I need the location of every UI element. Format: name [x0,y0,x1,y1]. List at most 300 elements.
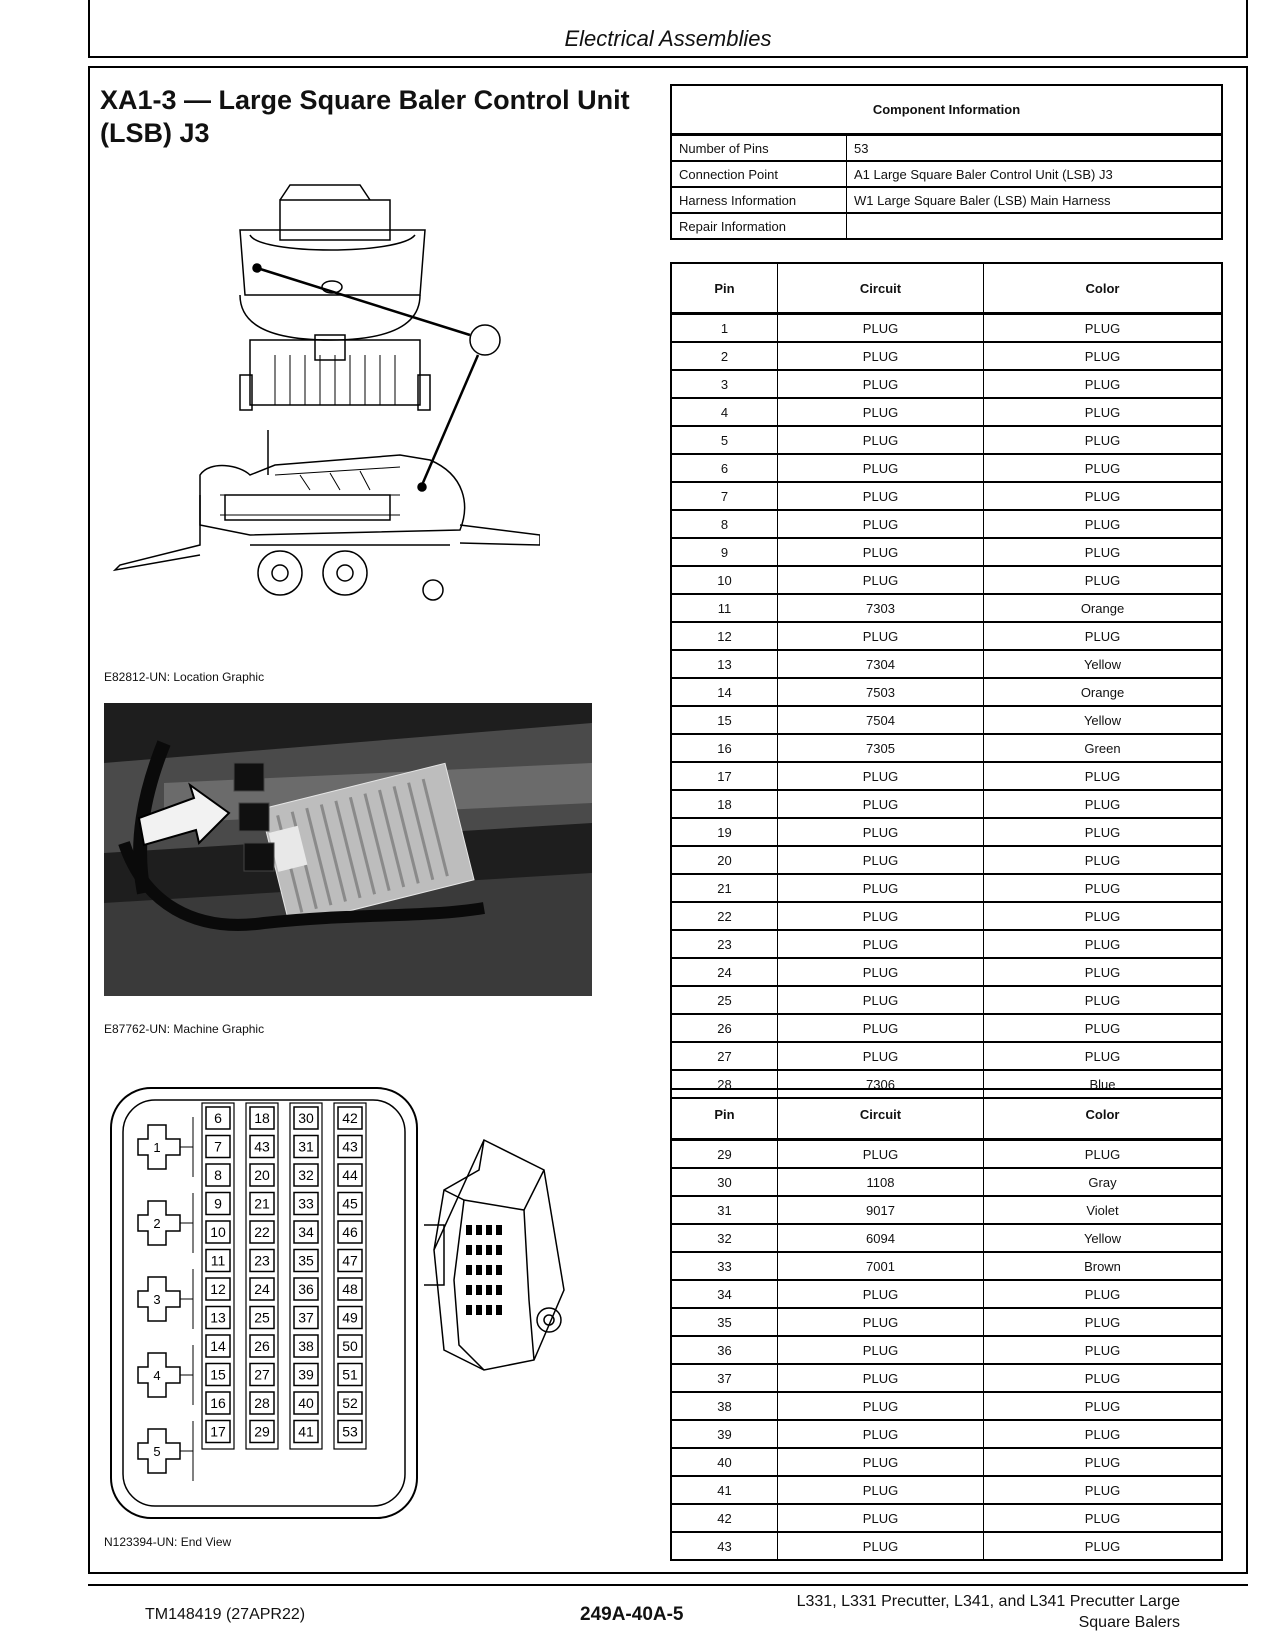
color-cell: Blue [984,1070,1223,1098]
pin-cavity [338,1164,362,1186]
pin-cavity [294,1307,318,1329]
pin-cavity [206,1107,230,1129]
pin-cell: 34 [671,1280,778,1308]
svg-text:18: 18 [254,1110,270,1126]
svg-text:6: 6 [214,1110,222,1126]
table-row [671,650,1222,678]
pin-cavity [250,1335,274,1357]
cavity-key-4 [138,1345,193,1405]
circuit-cell: PLUG [778,1140,984,1169]
pin-cavity [338,1335,362,1357]
color-cell: PLUG [984,482,1223,510]
circuit-cell: PLUG [778,1308,984,1336]
svg-text:33: 33 [298,1195,314,1212]
color-cell: Gray [984,1168,1223,1196]
pin-cavity [250,1193,274,1215]
color-cell: Green [984,734,1223,762]
pin-cavity [294,1193,318,1215]
color-cell: PLUG [984,1532,1223,1560]
table-row [671,1364,1222,1392]
machine-photo [104,703,592,996]
pin-cavity [250,1421,274,1443]
svg-text:47: 47 [342,1252,358,1269]
pin-cell: 10 [671,566,778,594]
svg-text:29: 29 [254,1423,270,1440]
circuit-cell: 1108 [778,1168,984,1196]
circuit-cell: 7504 [778,706,984,734]
pin-cell: 22 [671,902,778,930]
pin-cell: 41 [671,1476,778,1504]
color-cell: Violet [984,1196,1223,1224]
circuit-cell: PLUG [778,874,984,902]
table-row [671,1308,1222,1336]
table-row [671,818,1222,846]
svg-text:38: 38 [298,1338,314,1354]
pin-cavity [206,1335,230,1357]
cavity-key-1 [138,1117,193,1177]
table-row [671,213,1222,239]
pin-cavity [250,1392,274,1414]
circuit-cell: PLUG [778,762,984,790]
color-cell: PLUG [984,762,1223,790]
connector-end-view [108,1085,420,1521]
svg-text:14: 14 [210,1338,226,1354]
svg-text:43: 43 [254,1138,270,1155]
color-cell: Orange [984,594,1223,622]
pin-cavity [338,1421,362,1443]
circuit-cell: PLUG [778,846,984,874]
table-row [671,1014,1222,1042]
table-row [671,1280,1222,1308]
info-value: A1 Large Square Baler Control Unit (LSB) J3 [847,161,1223,187]
color-column-header: Color [984,1089,1223,1140]
color-cell: PLUG [984,314,1223,343]
color-cell: PLUG [984,566,1223,594]
circuit-cell: 7001 [778,1252,984,1280]
circuit-cell: PLUG [778,398,984,426]
pin-cell: 24 [671,958,778,986]
table-row [671,1224,1222,1252]
svg-text:39: 39 [298,1366,314,1383]
pin-cavity [250,1221,274,1243]
color-cell: PLUG [984,538,1223,566]
pin-cell: 8 [671,510,778,538]
pin-cavity [294,1107,318,1129]
pin-cavity [338,1250,362,1272]
connector-3d-view [424,1130,599,1380]
svg-text:49: 49 [342,1309,358,1326]
pin-cavity [338,1221,362,1243]
pin-cavity [338,1107,362,1129]
color-cell: PLUG [984,818,1223,846]
pin-cell: 19 [671,818,778,846]
pin-cell: 17 [671,762,778,790]
pin-cavity [338,1307,362,1329]
color-cell: Orange [984,678,1223,706]
svg-text:40: 40 [298,1395,314,1411]
color-cell: PLUG [984,986,1223,1014]
svg-text:9: 9 [214,1195,222,1212]
circuit-cell: PLUG [778,342,984,370]
table-row [671,398,1222,426]
circuit-cell: PLUG [778,510,984,538]
pin-cell: 25 [671,986,778,1014]
circuit-cell: PLUG [778,482,984,510]
machine-graphic-caption: E87762-UN: Machine Graphic [104,1022,265,1036]
table-row [671,135,1222,162]
pin-cell: 37 [671,1364,778,1392]
pin-cavity [338,1392,362,1414]
circuit-cell: PLUG [778,1042,984,1070]
pin-cavity [250,1250,274,1272]
svg-text:26: 26 [254,1338,270,1354]
pin-cell: 5 [671,426,778,454]
circuit-cell: PLUG [778,314,984,343]
svg-text:37: 37 [298,1309,314,1326]
pin-cavity [250,1278,274,1300]
table-row [671,1252,1222,1280]
svg-text:44: 44 [342,1167,358,1183]
pin-cell: 33 [671,1252,778,1280]
color-cell: PLUG [984,426,1223,454]
pin-cavity [206,1250,230,1272]
table-row [671,566,1222,594]
pin-cell: 43 [671,1532,778,1560]
svg-text:52: 52 [342,1395,358,1411]
circuit-cell: PLUG [778,1364,984,1392]
color-cell: PLUG [984,1504,1223,1532]
circuit-cell: 7503 [778,678,984,706]
table-row [671,314,1222,343]
pin-cell: 18 [671,790,778,818]
color-cell: PLUG [984,398,1223,426]
pin-cell: 28 [671,1070,778,1098]
pin-cell: 26 [671,1014,778,1042]
table-row [671,370,1222,398]
svg-text:35: 35 [298,1252,314,1269]
pin-cavity [338,1193,362,1215]
pin-cell: 20 [671,846,778,874]
circuit-cell: 9017 [778,1196,984,1224]
info-key: Number of Pins [671,135,847,162]
pin-cell: 9 [671,538,778,566]
pin-cell: 29 [671,1140,778,1169]
pin-cavity [338,1278,362,1300]
section-title: XA1-3 — Large Square Baler Control Unit (LSB) J3 [100,85,630,148]
table-row [671,846,1222,874]
circuit-cell: 7304 [778,650,984,678]
color-cell: Brown [984,1252,1223,1280]
table-row [671,986,1222,1014]
circuit-cell: PLUG [778,426,984,454]
color-cell: PLUG [984,1014,1223,1042]
pin-cell: 1 [671,314,778,343]
color-cell: Yellow [984,650,1223,678]
circuit-cell: PLUG [778,1532,984,1560]
circuit-cell: PLUG [778,454,984,482]
pin-cavity [338,1364,362,1386]
pin-cell: 35 [671,1308,778,1336]
pin-cavity [250,1364,274,1386]
table-row [671,1336,1222,1364]
svg-text:10: 10 [210,1224,226,1240]
pin-cavity [294,1136,318,1158]
svg-text:27: 27 [254,1366,270,1383]
svg-text:8: 8 [214,1167,222,1183]
pin-column-header: Pin [671,1089,778,1140]
color-cell: PLUG [984,846,1223,874]
pin-cavity [206,1278,230,1300]
pin-cell: 12 [671,622,778,650]
table-row [671,706,1222,734]
info-value: 53 [847,135,1223,162]
pin-cavity [206,1136,230,1158]
color-cell: PLUG [984,342,1223,370]
svg-text:31: 31 [298,1138,314,1155]
info-value [847,213,1223,239]
svg-text:1: 1 [153,1140,161,1155]
circuit-cell: PLUG [778,1504,984,1532]
svg-text:51: 51 [342,1366,358,1383]
pin-cell: 11 [671,594,778,622]
table-row [671,538,1222,566]
color-cell: PLUG [984,1336,1223,1364]
color-cell: PLUG [984,958,1223,986]
pin-cavity [250,1136,274,1158]
cavity-key-3 [138,1269,193,1329]
color-cell: PLUG [984,370,1223,398]
svg-text:36: 36 [298,1281,314,1297]
pin-cavity [206,1221,230,1243]
pin-cavity [294,1364,318,1386]
pin-cavity [294,1164,318,1186]
pin-cell: 38 [671,1392,778,1420]
color-cell: PLUG [984,902,1223,930]
pin-cell: 42 [671,1504,778,1532]
document-id: TM148419 (27APR22) [145,1606,306,1623]
svg-text:17: 17 [210,1423,226,1440]
pin-cavity [294,1421,318,1443]
svg-text:50: 50 [342,1338,358,1354]
product-line-2: Square Balers [1078,1614,1180,1631]
component-info-table [670,84,1223,240]
circuit-column-header: Circuit [778,1089,984,1140]
pin-cell: 31 [671,1196,778,1224]
product-line-1: L331, L331 Precutter, L341, and L341 Precutter Large [796,1593,1180,1610]
table-row [671,958,1222,986]
pin-cavity [206,1307,230,1329]
pin-cell: 36 [671,1336,778,1364]
color-cell: PLUG [984,874,1223,902]
footer-rule [88,1584,1248,1586]
color-cell: PLUG [984,1042,1223,1070]
pin-cavity [294,1250,318,1272]
pin-cavity [206,1392,230,1414]
circuit-cell: PLUG [778,790,984,818]
svg-text:24: 24 [254,1281,270,1297]
circuit-cell: PLUG [778,1448,984,1476]
component-info-heading: Component Information [671,85,1222,135]
circuit-cell: PLUG [778,1280,984,1308]
svg-text:5: 5 [153,1444,161,1459]
table-row [671,930,1222,958]
svg-text:30: 30 [298,1110,314,1126]
svg-text:28: 28 [254,1395,270,1411]
color-column-header: Color [984,263,1223,314]
pin-cavity [294,1278,318,1300]
svg-text:42: 42 [342,1110,358,1126]
page-number: 249A-40A-5 [580,1604,684,1625]
svg-text:11: 11 [210,1252,226,1269]
svg-text:32: 32 [298,1167,314,1183]
table-row [671,1168,1222,1196]
color-cell: PLUG [984,1140,1223,1169]
color-cell: PLUG [984,930,1223,958]
table-row [671,678,1222,706]
table-row [671,1532,1222,1560]
pin-cavity [206,1421,230,1443]
circuit-cell: 6094 [778,1224,984,1252]
svg-text:48: 48 [342,1281,358,1297]
pin-cell: 21 [671,874,778,902]
table-row [671,1448,1222,1476]
pin-cell: 14 [671,678,778,706]
pin-cell: 13 [671,650,778,678]
pin-cavity [294,1221,318,1243]
color-cell: PLUG [984,1364,1223,1392]
table-row [671,187,1222,213]
circuit-cell: PLUG [778,818,984,846]
circuit-cell: PLUG [778,902,984,930]
svg-text:13: 13 [210,1309,226,1326]
product-name [770,1591,1180,1633]
circuit-cell: PLUG [778,1420,984,1448]
color-cell: PLUG [984,1448,1223,1476]
circuit-cell: 7306 [778,1070,984,1098]
color-cell: PLUG [984,1476,1223,1504]
circuit-cell: PLUG [778,1392,984,1420]
pin-cavity [338,1136,362,1158]
svg-text:4: 4 [153,1368,161,1383]
info-key: Connection Point [671,161,847,187]
location-graphic [100,175,540,645]
pin-cell: 27 [671,1042,778,1070]
svg-text:16: 16 [210,1395,226,1411]
svg-text:20: 20 [254,1167,270,1183]
info-value: W1 Large Square Baler (LSB) Main Harness [847,187,1223,213]
svg-text:15: 15 [210,1366,226,1383]
page-header-title: Electrical Assemblies [564,26,772,51]
circuit-cell: PLUG [778,1014,984,1042]
svg-text:46: 46 [342,1224,358,1240]
table-row [671,454,1222,482]
circuit-cell: PLUG [778,986,984,1014]
color-cell: PLUG [984,1280,1223,1308]
table-row [671,426,1222,454]
svg-text:45: 45 [342,1195,358,1212]
table-row [671,1140,1222,1169]
table-row [671,161,1222,187]
svg-text:23: 23 [254,1252,270,1269]
info-key: Harness Information [671,187,847,213]
pin-cell: 30 [671,1168,778,1196]
table-row [671,1504,1222,1532]
pin-cavity [294,1392,318,1414]
color-cell: PLUG [984,1392,1223,1420]
pin-cavity [250,1307,274,1329]
cavity-key-5 [138,1421,193,1481]
table-row [671,1196,1222,1224]
circuit-column-header: Circuit [778,263,984,314]
svg-text:43: 43 [342,1138,358,1155]
table-row [671,1042,1222,1070]
circuit-cell: PLUG [778,538,984,566]
circuit-cell: PLUG [778,370,984,398]
table-row [671,902,1222,930]
svg-text:41: 41 [298,1423,314,1440]
svg-text:25: 25 [254,1309,270,1326]
svg-text:7: 7 [214,1138,222,1155]
pin-cell: 23 [671,930,778,958]
svg-text:2: 2 [153,1216,161,1231]
circuit-cell: PLUG [778,622,984,650]
table-row [671,622,1222,650]
pin-table-29-43 [670,1088,1223,1561]
pin-cell: 39 [671,1420,778,1448]
color-cell: PLUG [984,454,1223,482]
circuit-cell: 7305 [778,734,984,762]
circuit-cell: PLUG [778,958,984,986]
table-row [671,1476,1222,1504]
circuit-cell: 7303 [778,594,984,622]
circuit-cell: PLUG [778,1476,984,1504]
svg-text:21: 21 [254,1195,270,1212]
end-view-caption: N123394-UN: End View [104,1535,232,1549]
table-row [671,762,1222,790]
color-cell: PLUG [984,790,1223,818]
cavity-key-2 [138,1193,193,1253]
pin-cavity [206,1364,230,1386]
color-cell: PLUG [984,1420,1223,1448]
pin-cavity [250,1164,274,1186]
pin-cell: 40 [671,1448,778,1476]
pin-cell: 3 [671,370,778,398]
svg-text:22: 22 [254,1224,270,1240]
color-cell: PLUG [984,1308,1223,1336]
pin-cell: 15 [671,706,778,734]
table-row [671,594,1222,622]
pin-cavity [206,1193,230,1215]
table-row [671,342,1222,370]
table-row [671,734,1222,762]
info-key: Repair Information [671,213,847,239]
pin-cell: 4 [671,398,778,426]
svg-text:34: 34 [298,1224,314,1240]
pin-cell: 32 [671,1224,778,1252]
pin-cavity [206,1164,230,1186]
svg-text:3: 3 [153,1292,161,1307]
color-cell: PLUG [984,622,1223,650]
circuit-cell: PLUG [778,1336,984,1364]
pin-cavity [250,1107,274,1129]
pin-cavity [294,1335,318,1357]
table-row [671,790,1222,818]
pin-table-1-28 [670,262,1223,1099]
color-cell: Yellow [984,706,1223,734]
circuit-cell: PLUG [778,930,984,958]
svg-text:12: 12 [210,1281,226,1297]
pin-cell: 2 [671,342,778,370]
